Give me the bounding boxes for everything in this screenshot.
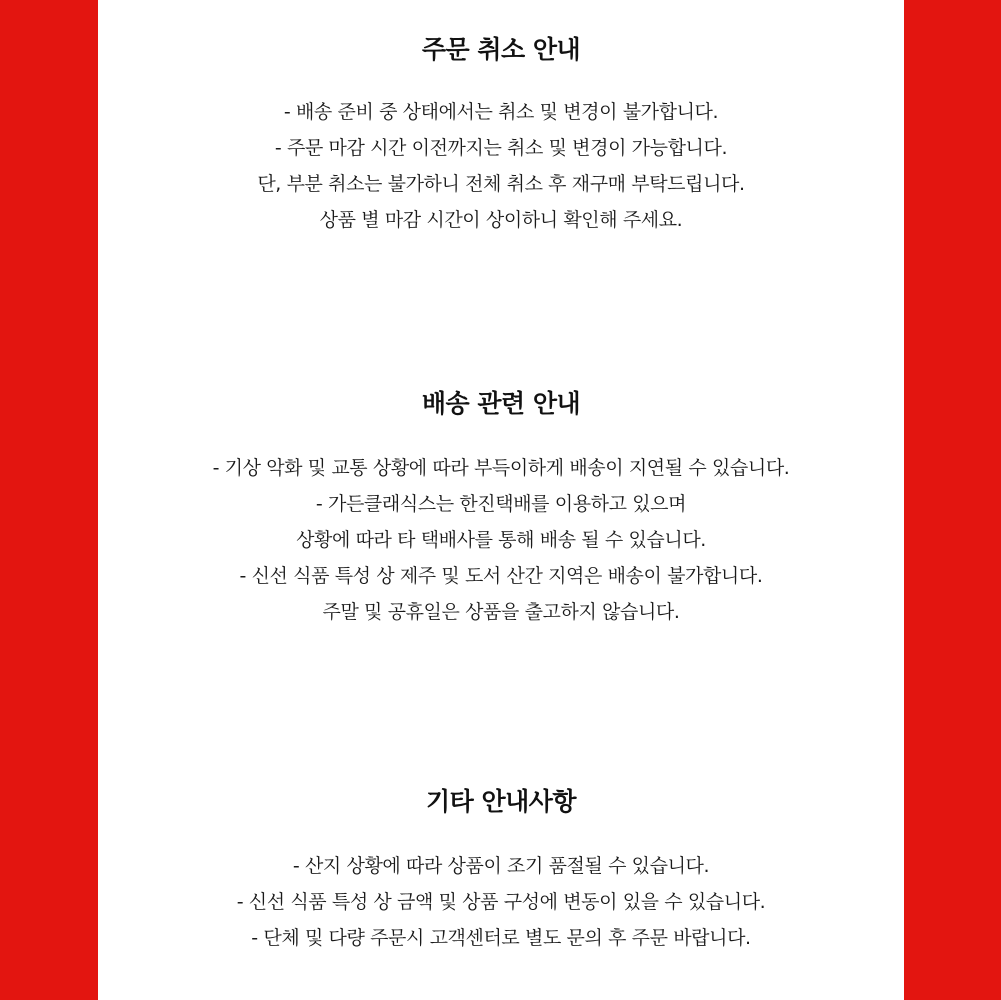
list-item: - 배송 준비 중 상태에서는 취소 및 변경이 불가합니다.	[283, 101, 719, 123]
list-item: - 단체 및 다량 주문시 고객센터로 별도 문의 후 주문 바랍니다.	[251, 927, 751, 949]
order-cancel-list	[98, 94, 904, 238]
list-item: 상황에 따라 타 택배사를 통해 배송 될 수 있습니다.	[296, 529, 706, 551]
delivery-info-section	[98, 388, 904, 630]
other-info-title: 기타 안내사항	[425, 787, 577, 816]
list-item: - 신선 식품 특성 상 금액 및 상품 구성에 변동이 있을 수 있습니다.	[236, 891, 766, 913]
list-item: - 주문 마감 시간 이전까지는 취소 및 변경이 가능합니다.	[274, 137, 728, 159]
list-item: 상품 별 마감 시간이 상이하니 확인해 주세요.	[319, 209, 683, 231]
other-info-list	[98, 848, 904, 956]
delivery-info-title: 배송 관련 안내	[421, 389, 581, 418]
list-item: - 기상 악화 및 교통 상황에 따라 부득이하게 배송이 지연될 수 있습니다.	[212, 457, 790, 479]
list-item: - 가든클래식스는 한진택배를 이용하고 있으며	[315, 493, 687, 515]
delivery-info-list	[98, 450, 904, 630]
list-item: 단, 부분 취소는 불가하니 전체 취소 후 재구매 부탁드립니다.	[257, 173, 745, 195]
list-item: - 산지 상황에 따라 상품이 조기 품절될 수 있습니다.	[292, 855, 710, 877]
order-cancel-section	[98, 34, 904, 238]
other-info-section	[98, 786, 904, 956]
list-item: 주말 및 공휴일은 상품을 출고하지 않습니다.	[322, 601, 680, 623]
order-cancel-title: 주문 취소 안내	[421, 35, 581, 64]
notice-panel	[98, 0, 904, 1000]
list-item: - 신선 식품 특성 상 제주 및 도서 산간 지역은 배송이 불가합니다.	[239, 565, 763, 587]
